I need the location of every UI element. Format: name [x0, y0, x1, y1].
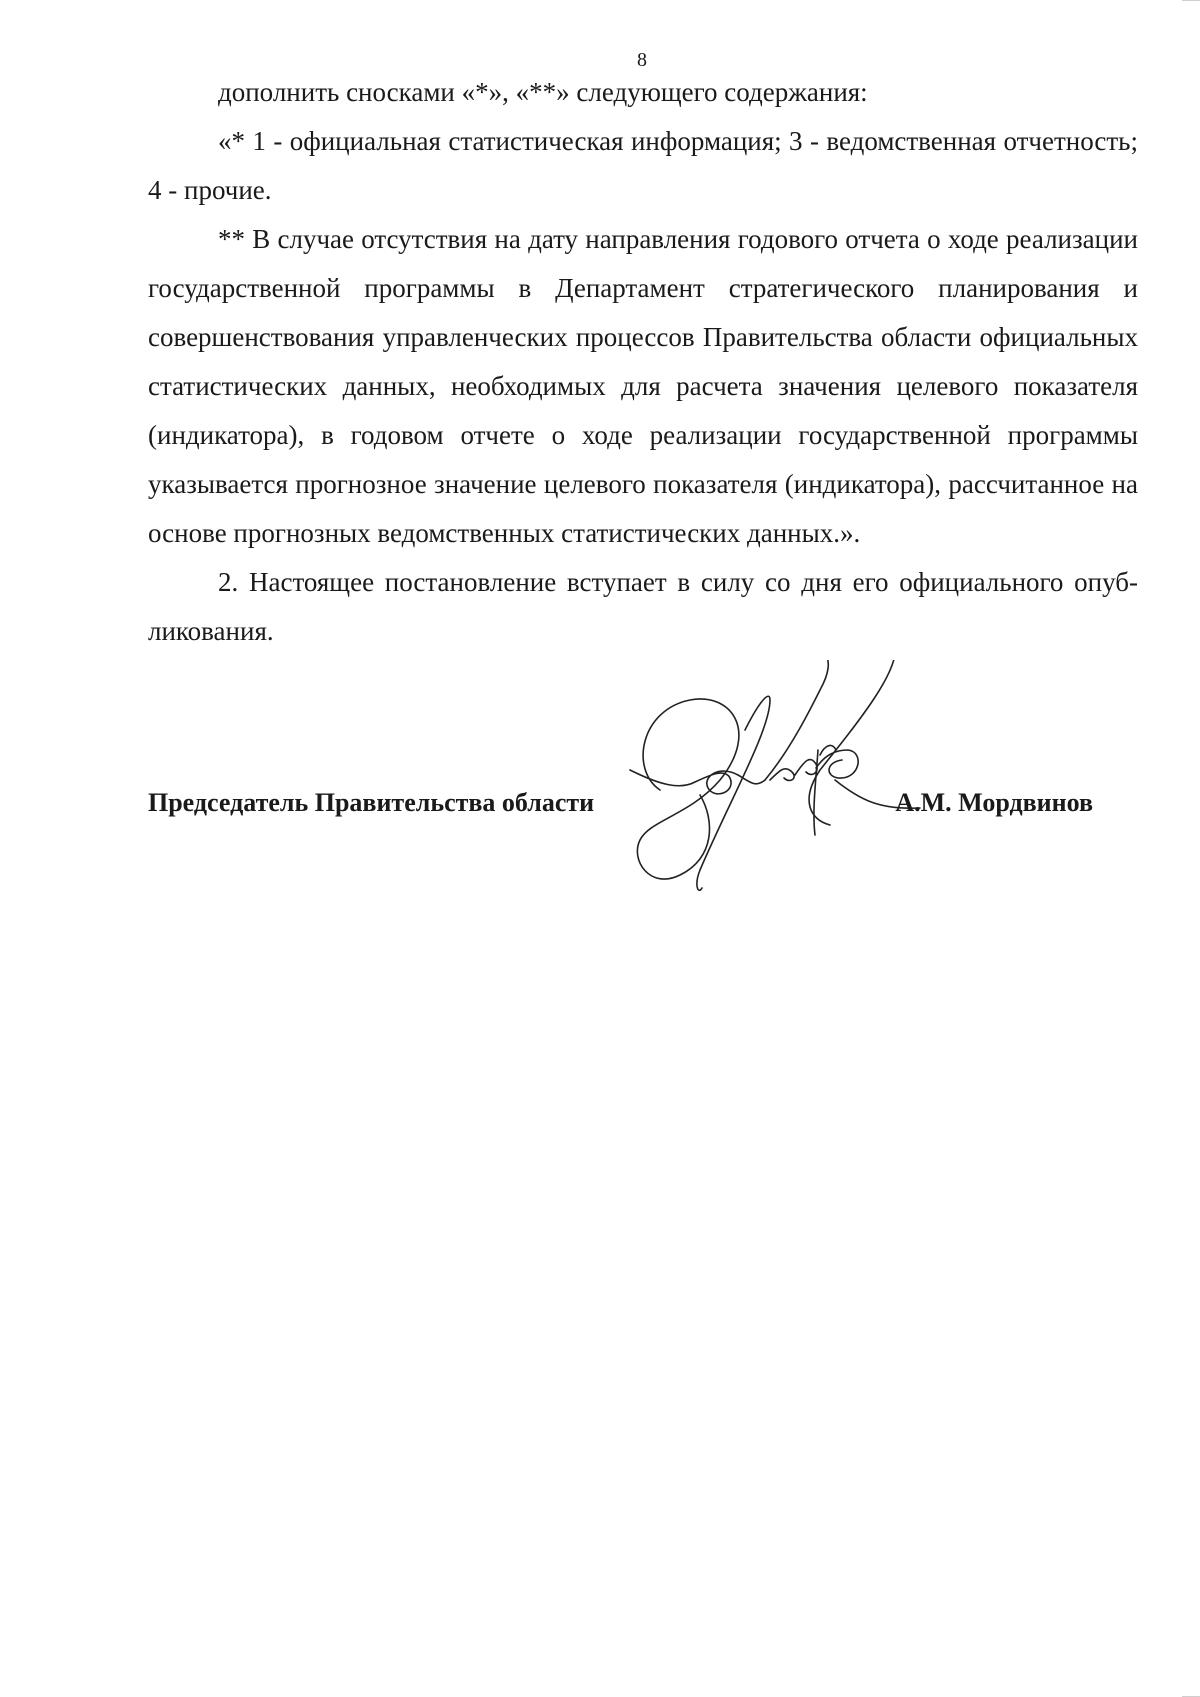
- signature-block: [148, 783, 1093, 823]
- footnote-one: «* 1 - официальная статистическая информация; 3 - ведомственная отчетность; 4 - прочие.: [148, 126, 1138, 205]
- page-number: 8: [637, 49, 647, 71]
- paragraph-intro: дополнить сносками «*», «**» следующего содержания:: [218, 77, 868, 107]
- footnote-two: ** В случае отсутствия на дату направления годового отчета о ходе реализации государственной программы в Департамент стратегического планирования и совершенствования управленческих процессов Правительства области официальных статистических данных, необходимых для расчета значения целевого показателя (индикатора), в годовом отчете о ходе реализации государственной программы указывается прогнозное значение целевого показателя (индикатора), рассчитанное на основе прогнозных ведомственных статистических данных.».: [148, 224, 1138, 548]
- signer-name: А.М. Мордвинов: [895, 788, 1093, 817]
- signer-title: Председатель Правительства области: [148, 788, 595, 817]
- paragraph-effective-date: 2. Настоящее постановление вступает в силу со дня его официального опубликования.: [148, 567, 1138, 646]
- scan-edge-mark-bottom: [1182, 1690, 1200, 1697]
- document-body: [148, 68, 1138, 656]
- scan-edge-mark: [1182, 0, 1200, 7]
